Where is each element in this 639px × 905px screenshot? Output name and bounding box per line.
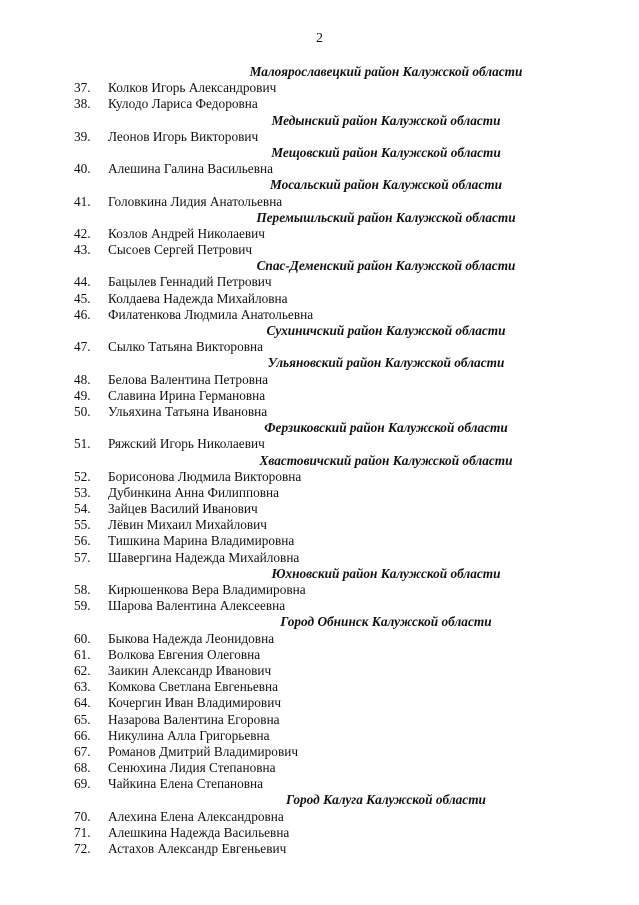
item-number: 46. xyxy=(74,306,91,322)
item-number: 47. xyxy=(74,339,91,355)
list-item xyxy=(74,339,554,355)
list-item xyxy=(74,274,554,290)
section-heading: Ферзиковский район Калужской области xyxy=(264,420,508,436)
list-item xyxy=(74,663,554,679)
list-item xyxy=(74,760,554,776)
list-item xyxy=(74,485,554,501)
person-name: Шарова Валентина Алексеевна xyxy=(108,598,286,614)
item-number: 43. xyxy=(74,242,91,258)
person-name: Тишкина Марина Владимировна xyxy=(108,533,295,549)
person-name: Романов Дмитрий Владимирович xyxy=(108,743,299,759)
list-item xyxy=(74,161,554,177)
person-name: Быкова Надежда Леонидовна xyxy=(108,630,275,646)
person-name: Ульяхина Татьяна Ивановна xyxy=(108,403,268,419)
item-number: 68. xyxy=(74,760,91,776)
item-number: 57. xyxy=(74,549,91,565)
person-name: Бацылев Геннадий Петрович xyxy=(108,274,272,290)
section-heading: Сухиничский район Калужской области xyxy=(266,323,506,338)
list-item xyxy=(74,598,554,614)
person-name: Леонов Игорь Викторович xyxy=(108,128,259,144)
item-number: 48. xyxy=(74,371,91,387)
list-item xyxy=(74,307,554,323)
person-name: Дубинкина Анна Филипповна xyxy=(108,484,280,500)
list-item xyxy=(74,809,554,825)
section-heading: Ульяновский район Калужской области xyxy=(267,355,505,371)
item-number: 70. xyxy=(74,808,91,824)
item-number: 59. xyxy=(74,598,91,614)
person-name: Кирюшенкова Вера Владимировна xyxy=(108,582,306,597)
person-name: Колдаева Надежда Михайловна xyxy=(108,290,288,306)
list-item xyxy=(74,372,554,388)
person-name: Алехина Елена Александровна xyxy=(108,808,284,824)
list-item xyxy=(74,469,554,485)
item-number: 44. xyxy=(74,274,91,290)
person-name: Астахов Александр Евгеньевич xyxy=(108,841,287,856)
item-number: 56. xyxy=(74,533,91,549)
list-item xyxy=(74,841,554,857)
item-number: 53. xyxy=(74,484,91,500)
list-item xyxy=(74,96,554,112)
person-name: Филатенкова Людмила Анатольевна xyxy=(108,306,314,322)
person-name: Головкина Лидия Анатольевна xyxy=(108,193,283,209)
person-name: Зайцев Василий Иванович xyxy=(108,501,258,517)
list-item xyxy=(74,501,554,517)
person-name: Сылко Татьяна Викторовна xyxy=(108,339,264,355)
item-number: 72. xyxy=(74,841,91,856)
person-name: Чайкина Елена Степановна xyxy=(108,776,264,792)
item-number: 69. xyxy=(74,776,91,792)
item-number: 67. xyxy=(74,743,91,759)
list-item xyxy=(74,728,554,744)
person-name: Сенюхина Лидия Степановна xyxy=(108,760,276,776)
section-heading: Медынский район Калужской области xyxy=(271,112,501,128)
list-item xyxy=(74,291,554,307)
district-list xyxy=(74,64,554,857)
list-item xyxy=(74,631,554,647)
section-heading: Малоярославецкий район Калужской области xyxy=(249,64,523,79)
section-heading: Город Обнинск Калужской области xyxy=(280,614,492,630)
section-heading: Мещовский район Калужской области xyxy=(271,144,501,160)
page-number: 2 xyxy=(316,31,323,46)
item-number: 62. xyxy=(74,662,91,678)
person-name: Колков Игорь Александрович xyxy=(108,80,277,96)
person-name: Ряжский Игорь Николаевич xyxy=(108,436,265,452)
item-number: 41. xyxy=(74,193,91,209)
section-heading: Мосальский район Калужской области xyxy=(270,177,502,193)
list-item xyxy=(74,825,554,841)
list-item xyxy=(74,404,554,420)
list-item xyxy=(74,194,554,210)
person-name: Волкова Евгения Олеговна xyxy=(108,646,261,662)
item-number: 40. xyxy=(74,161,91,177)
person-name: Кулодо Лариса Федоровна xyxy=(108,96,258,112)
item-number: 37. xyxy=(74,80,91,96)
section-heading: Юхновский район Калужской области xyxy=(271,565,501,581)
item-number: 65. xyxy=(74,711,91,727)
list-item xyxy=(74,679,554,695)
section-heading: Перемышльский район Калужской области xyxy=(256,209,516,225)
item-number: 63. xyxy=(74,679,91,695)
list-item xyxy=(74,582,554,598)
section-heading: Спас-Деменский район Калужской области xyxy=(256,258,516,274)
person-name: Назарова Валентина Егоровна xyxy=(108,711,280,727)
list-item xyxy=(74,388,554,404)
person-name: Славина Ирина Германовна xyxy=(108,387,266,403)
list-item xyxy=(74,242,554,258)
list-item xyxy=(74,550,554,566)
person-name: Комкова Светлана Евгеньевна xyxy=(108,679,279,695)
item-number: 45. xyxy=(74,290,91,306)
person-name: Сысоев Сергей Петрович xyxy=(108,242,253,258)
person-name: Борисонова Людмила Викторовна xyxy=(108,468,302,484)
person-name: Шавергина Надежда Михайловна xyxy=(108,549,300,565)
item-number: 49. xyxy=(74,387,91,403)
item-number: 64. xyxy=(74,695,91,711)
item-number: 71. xyxy=(74,824,91,840)
person-name: Заикин Александр Иванович xyxy=(108,662,272,678)
list-item xyxy=(74,80,554,96)
item-number: 58. xyxy=(74,582,91,597)
item-number: 42. xyxy=(74,225,91,241)
list-item xyxy=(74,533,554,549)
list-item xyxy=(74,226,554,242)
person-name: Лёвин Михаил Михайлович xyxy=(108,517,267,533)
person-name: Никулина Алла Григорьевна xyxy=(108,727,270,743)
item-number: 54. xyxy=(74,501,91,517)
section-heading: Хвастовичский район Калужской области xyxy=(259,452,513,468)
list-item xyxy=(74,647,554,663)
list-item xyxy=(74,695,554,711)
person-name: Алешкина Надежда Васильевна xyxy=(108,824,290,840)
item-number: 52. xyxy=(74,468,91,484)
person-name: Белова Валентина Петровна xyxy=(108,371,269,387)
item-number: 38. xyxy=(74,96,91,112)
item-number: 55. xyxy=(74,517,91,533)
item-number: 66. xyxy=(74,727,91,743)
person-name: Кочергин Иван Владимирович xyxy=(108,695,282,711)
item-number: 60. xyxy=(74,630,91,646)
item-number: 61. xyxy=(74,646,91,662)
list-item xyxy=(74,712,554,728)
item-number: 50. xyxy=(74,403,91,419)
item-number: 51. xyxy=(74,436,91,452)
list-item xyxy=(74,744,554,760)
list-item xyxy=(74,517,554,533)
person-name: Козлов Андрей Николаевич xyxy=(108,225,265,241)
person-name: Алешина Галина Васильевна xyxy=(108,161,273,177)
list-item xyxy=(74,129,554,145)
list-item xyxy=(74,436,554,452)
section-heading: Город Калуга Калужской области xyxy=(286,792,486,808)
item-number: 39. xyxy=(74,128,91,144)
list-item xyxy=(74,776,554,792)
